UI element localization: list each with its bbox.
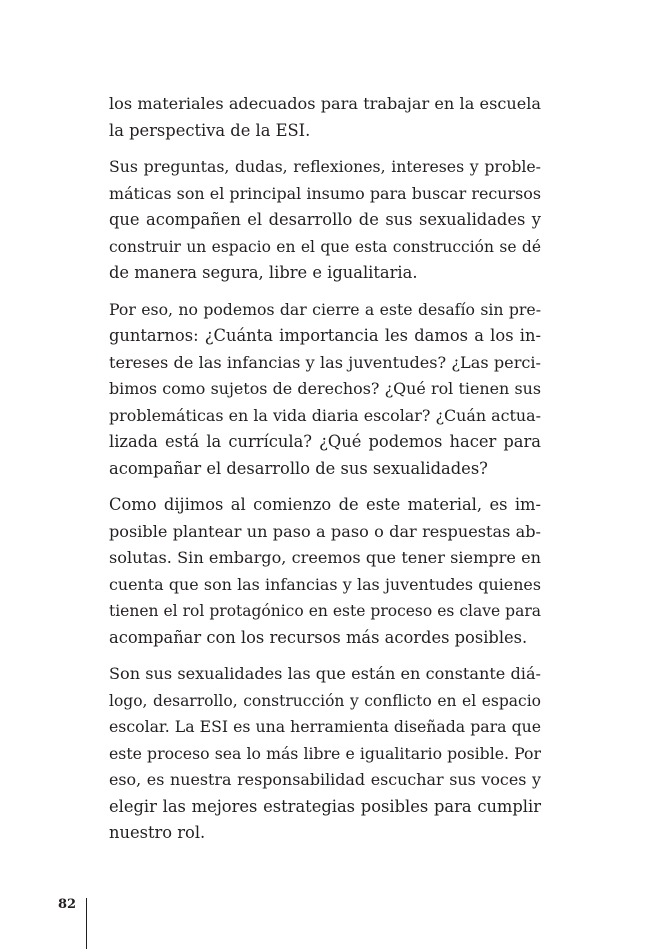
page-number-divider [86,898,87,949]
text-line: Sus preguntas, dudas, reflexiones, intereses y proble- [109,157,541,176]
text-line: tereses de las infancias y las juventudes? ¿Las perci- [109,352,541,372]
text-line: Como dijimos al comienzo de este material, es im- [109,495,541,514]
text-line: acompañar con los recursos más acordes posibles. [109,627,528,647]
text-line: solutas. Sin embargo, creemos que tener siempre en [109,548,541,567]
paragraph [109,661,541,847]
text-line: construir un espacio en el que esta construcción se dé [109,237,541,256]
text-line: logo, desarrollo, construcción y conflicto en el espacio [109,691,541,710]
text-line: máticas son el principal insumo para buscar recursos [109,183,541,203]
text-line: acompañar el desarrollo de sus sexualidades? [109,458,488,478]
text-line: que acompañen el desarrollo de sus sexualidades y [109,210,541,229]
body-text [109,91,541,857]
text-line: Son sus sexualidades las que están en constante diá- [109,664,541,683]
text-line: bimos como sujetos de derechos? ¿Qué rol tienen sus [109,379,541,398]
text-line: escolar. La ESI es una herramienta diseñada para que [109,717,541,736]
text-line: este proceso sea lo más libre e igualitario posible. Por [109,743,541,763]
text-line: tienen el rol protagónico en este proceso es clave para [109,602,541,620]
text-line: posible plantear un paso a paso o dar respuestas ab- [109,521,541,541]
text-line: nuestro rol. [109,823,206,842]
text-line: la perspectiva de la ESI. [109,120,311,140]
paragraph [109,492,541,651]
text-line: elegir las mejores estrategias posibles para cumplir [109,796,541,816]
text-line: eso, es nuestra responsabilidad escuchar sus voces y [109,770,541,789]
paragraph [109,91,541,144]
page-number: 82 [58,897,77,912]
paragraph [109,297,541,483]
text-line: lizada está la currícula? ¿Qué podemos hacer para [109,432,541,451]
paragraph [109,154,541,287]
text-line: problemáticas en la vida diaria escolar? ¿Cuán actua- [109,405,541,425]
text-line: los materiales adecuados para trabajar en la escuela [109,94,541,113]
text-line: de manera segura, libre e igualitaria. [109,263,418,282]
text-line: cuenta que son las infancias y las juventudes quienes [109,574,541,594]
text-line: Por eso, no podemos dar cierre a este desafío sin pre- [109,299,541,319]
text-line: guntarnos: ¿Cuánta importancia les damos a los in- [109,326,541,345]
